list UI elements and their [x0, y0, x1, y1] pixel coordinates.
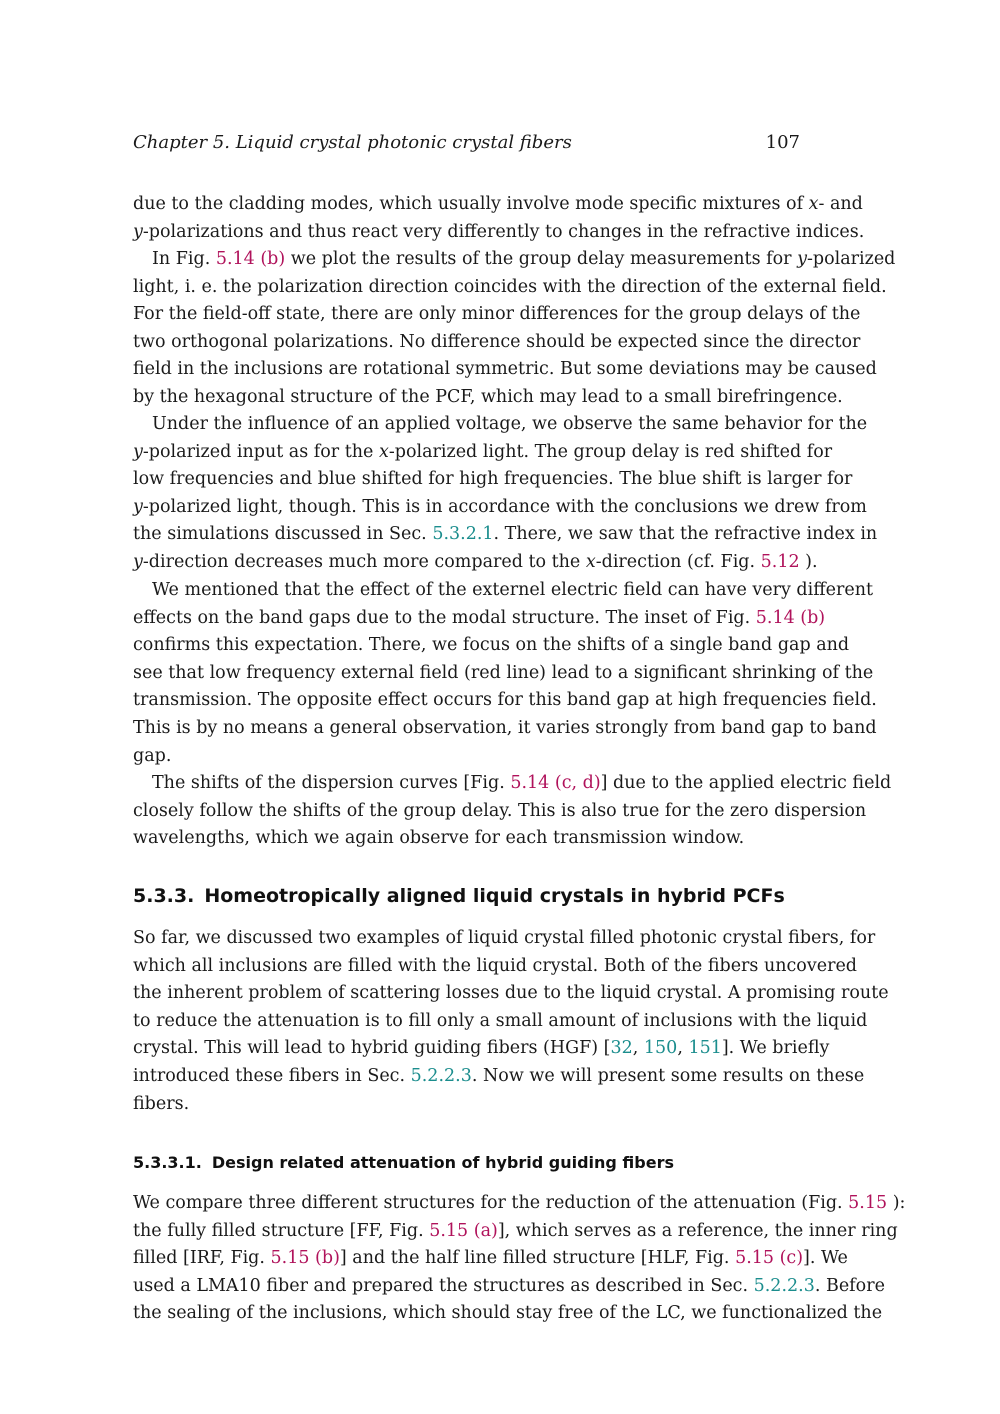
text-line [133, 219, 865, 247]
figure-reference-link[interactable]: 5.15 (a) [429, 1220, 498, 1241]
text-run: , [677, 1038, 689, 1059]
text-line [133, 1008, 868, 1036]
text-run: effects on the band gaps due to the modal structure. The inset of Fig. [133, 607, 756, 628]
text-run: introduced these fibers in Sec. [133, 1065, 411, 1086]
text-line [133, 411, 868, 439]
figure-reference-link[interactable]: 5.15 (b) [270, 1248, 340, 1269]
text-line [133, 549, 818, 577]
text-run: . Now we will present some results on these [471, 1065, 865, 1086]
math-variable: y [797, 249, 807, 269]
text-run: fibers. [133, 1093, 190, 1114]
text-line [133, 384, 843, 412]
text-line [133, 577, 874, 605]
text-run: , [632, 1038, 644, 1059]
cross-reference-link[interactable]: 150 [643, 1038, 678, 1059]
figure-reference-link[interactable]: 5.14 (b) [215, 249, 286, 269]
text-run: Under the influence of an applied voltage, we observe the same behavior for the [152, 414, 868, 434]
text-line [133, 1300, 883, 1328]
text-run: the simulations discussed in Sec. [133, 524, 433, 545]
text-run: which all inclusions are filled with the liquid crystal. Both of the fibers uncovered [133, 955, 858, 976]
subsection-number: 5.3.3.1. [133, 1153, 202, 1172]
text-line [133, 660, 874, 688]
math-variable: x [378, 441, 389, 462]
text-run: For the field-off state, there are only minor differences for the group delays of the [133, 304, 861, 325]
section-heading [133, 885, 795, 907]
text-line [133, 605, 826, 633]
text-run: the sealing of the inclusions, which should stay free of the LC, we functionalized the [133, 1303, 883, 1324]
math-variable: x [808, 194, 819, 214]
paragraph [133, 925, 889, 1118]
math-variable: y [133, 221, 143, 242]
text-run: -polarized [806, 249, 896, 269]
text-line [133, 743, 800, 771]
text-line [133, 980, 889, 1008]
text-run: We compare three different structures for the reduction of the attenuation (Fig. [133, 1193, 849, 1213]
text-run: -direction (cf. Fig. [595, 551, 761, 572]
text-line [133, 1245, 848, 1273]
text-run: ] due to the applied electric field [600, 773, 892, 793]
text-run: low frequencies and blue shifted for high frequencies. The blue shift is larger for [133, 469, 853, 490]
text-run: due to the cladding modes, which usually involve mode specific mixtures of [133, 194, 809, 214]
text-run: The shifts of the dispersion curves [Fig. [152, 773, 511, 793]
paragraph [133, 577, 877, 770]
text-run: see that low frequency external field (red line) lead to a significant shrinking of the [133, 662, 874, 683]
subsection-heading [133, 1153, 684, 1172]
text-line [133, 632, 850, 660]
text-run: -polarizations and thus react very differently to changes in the refractive indices. [142, 221, 865, 242]
figure-reference-link[interactable]: 5.12 [760, 551, 800, 572]
section-number: 5.3.3. [133, 885, 195, 907]
text-run: -polarized input as for the [142, 441, 379, 462]
math-variable: y [133, 441, 143, 462]
text-line [133, 274, 887, 302]
text-run: . There, we saw that the refractive index in [493, 524, 878, 545]
paragraph [133, 191, 865, 246]
text-run: - and [818, 194, 863, 214]
text-line [133, 439, 833, 467]
text-run: wavelengths, which we again observe for each transmission window. [133, 828, 745, 849]
text-run: closely follow the shifts of the group delay. This is also true for the zero dispersion [133, 800, 867, 821]
text-run: This is by no means a general observation, it varies strongly from band gap to band [133, 717, 877, 738]
cross-reference-link[interactable]: 5.2.2.3 [410, 1065, 472, 1086]
text-line [133, 1190, 906, 1218]
text-line [133, 1218, 898, 1246]
text-run: ], which serves as a reference, the inner ring [497, 1220, 898, 1241]
text-run: So far, we discussed two examples of liquid crystal filled photonic crystal fibers, for [133, 928, 876, 948]
text-line [133, 329, 861, 357]
cross-reference-link[interactable]: 5.3.2.1 [432, 524, 494, 545]
paragraph [133, 770, 892, 853]
text-line [133, 1035, 830, 1063]
figure-reference-link[interactable]: 5.14 (c, d) [510, 773, 601, 793]
text-run: transmission. The opposite effect occurs for this band gap at high frequencies field. [133, 690, 877, 711]
text-run: the inherent problem of scattering losses due to the liquid crystal. A promising route [133, 983, 889, 1004]
text-run: by the hexagonal structure of the PCF, which may lead to a small birefringence. [133, 386, 843, 407]
text-run: two orthogonal polarizations. No difference should be expected since the director [133, 331, 861, 352]
text-run: ]. We [803, 1248, 848, 1269]
text-line [133, 715, 877, 743]
text-run: crystal. This will lead to hybrid guiding fibers (HGF) [ [133, 1038, 611, 1059]
text-line [133, 1063, 865, 1091]
text-run: In Fig. [152, 249, 216, 269]
page-number: 107 [765, 132, 800, 153]
text-line [133, 770, 892, 798]
text-run: confirms this expectation. There, we focus on the shifts of a single band gap and [133, 635, 850, 656]
text-line [133, 466, 853, 494]
text-run: the fully filled structure [FF, Fig. [133, 1220, 430, 1241]
math-variable: y [133, 496, 143, 517]
chapter-title: Chapter 5. Liquid crystal photonic crystal fibers [133, 132, 572, 153]
text-run: gap. [133, 745, 172, 766]
figure-reference-link[interactable]: 5.15 (c) [735, 1248, 804, 1269]
subsection-title: Design related attenuation of hybrid guiding fibers [211, 1153, 675, 1172]
text-line [133, 925, 876, 953]
text-line [133, 521, 878, 549]
paragraph [133, 1190, 906, 1328]
figure-reference-link[interactable]: 5.14 (b) [755, 607, 826, 628]
text-run: field in the inclusions are rotational symmetric. But some deviations may be caused [133, 359, 877, 380]
paragraph [133, 411, 878, 577]
text-run: to reduce the attenuation is to fill only a small amount of inclusions with the liquid [133, 1010, 868, 1031]
text-run: ): [887, 1193, 906, 1213]
text-run: used a LMA10 fiber and prepared the structures as described in Sec. [133, 1275, 754, 1296]
cross-reference-link[interactable]: 32 [610, 1038, 633, 1059]
math-variable: x [585, 551, 596, 572]
text-line [133, 1273, 885, 1301]
text-line [133, 953, 858, 981]
text-run: filled [IRF, Fig. [133, 1248, 271, 1269]
text-run: ). [799, 551, 818, 572]
text-line [133, 798, 867, 826]
cross-reference-link[interactable]: 151 [688, 1038, 722, 1059]
text-line [133, 494, 867, 522]
text-line [133, 301, 861, 329]
section-title: Homeotropically aligned liquid crystals in hybrid PCFs [204, 885, 785, 907]
text-run: . Before [814, 1275, 885, 1296]
cross-reference-link[interactable]: 5.2.2.3 [753, 1275, 815, 1296]
text-line [133, 1091, 800, 1119]
text-run: We mentioned that the effect of the externel electric field can have very different [152, 580, 874, 600]
text-run: -direction decreases much more compared to the [142, 551, 586, 572]
text-line [133, 246, 896, 274]
paragraph [133, 246, 896, 412]
text-line [133, 356, 877, 384]
text-run: ] and the half line filled structure [HLF, Fig. [339, 1248, 736, 1269]
text-run: ]. We briefly [721, 1038, 830, 1059]
text-run: -polarized light. The group delay is red shifted for [388, 441, 833, 462]
text-line [133, 825, 800, 853]
text-run: light, i. e. the polarization direction coincides with the direction of the external field. [133, 276, 887, 297]
text-run: we plot the results of the group delay measurements for [285, 249, 798, 269]
text-run: -polarized light, though. This is in accordance with the conclusions we drew from [142, 496, 867, 517]
math-variable: y [133, 551, 143, 572]
text-line [133, 687, 877, 715]
text-line [133, 191, 863, 219]
figure-reference-link[interactable]: 5.15 [848, 1193, 888, 1213]
